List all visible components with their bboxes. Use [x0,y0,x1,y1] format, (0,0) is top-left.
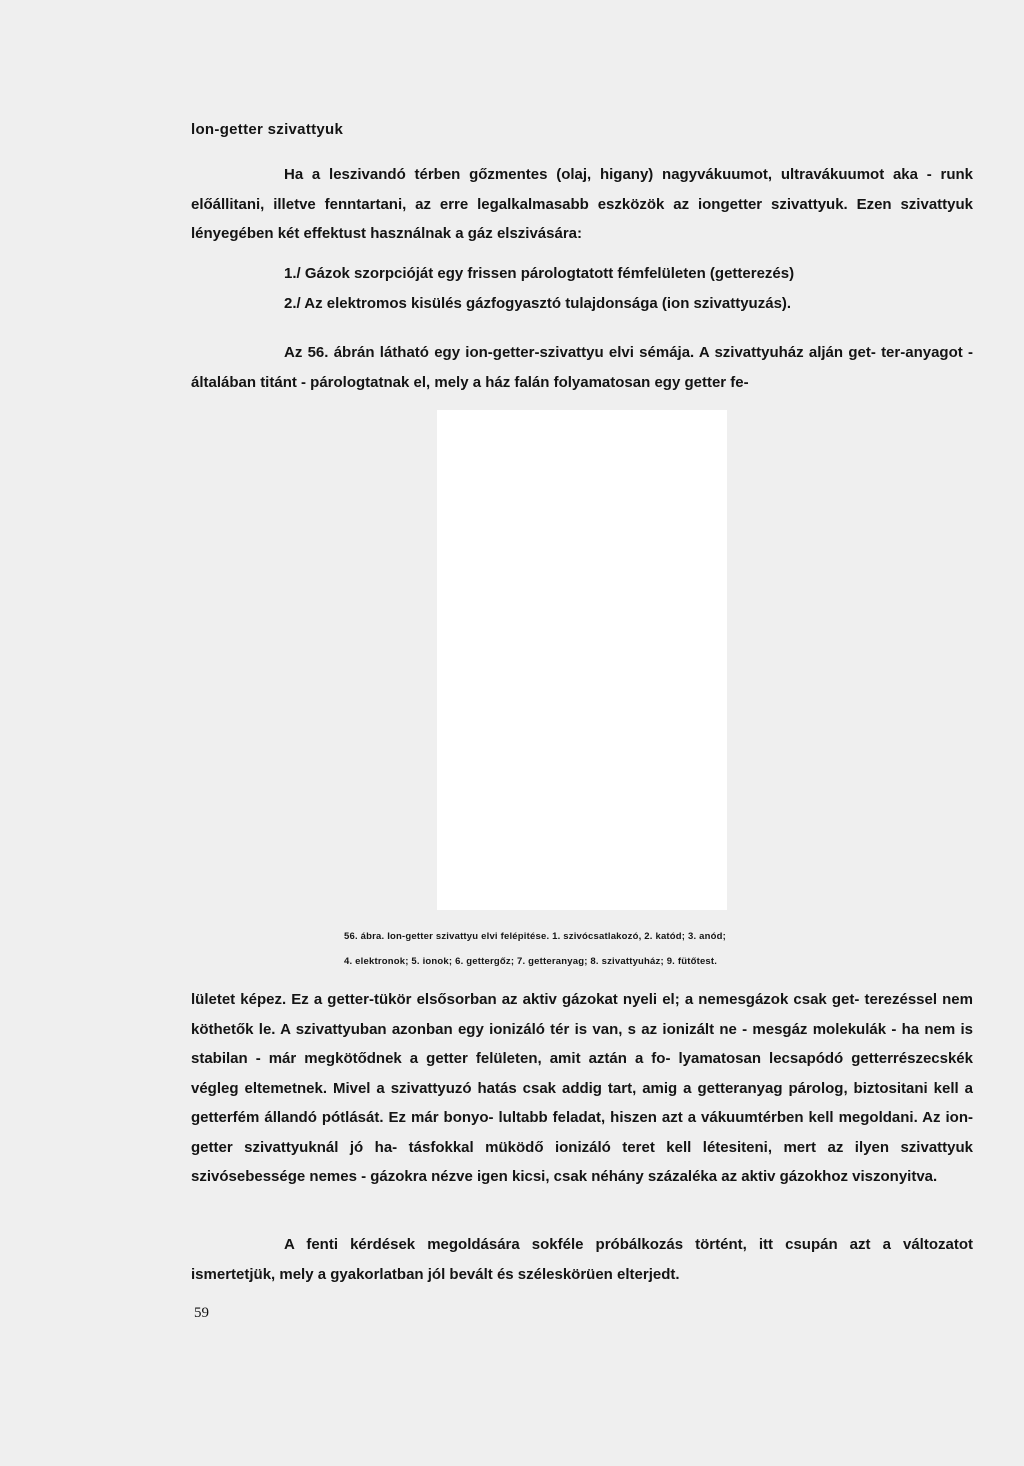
section-heading: lon-getter szivattyuk [191,121,344,138]
list-item-1: 1./ Gázok szorpcióját egy frissen párologtatott fémfelületen (getterezés) [284,265,795,282]
closing-paragraph: A fenti kérdések megoldására sokféle próbálkozás történt, itt csupán azt a változatot ismertetjük, mely a gyakorlatban jól bevált és széleskörüen elterjedt. [191,1236,973,1283]
figure-56-image [437,410,727,910]
figure-intro-paragraph: Az 56. ábrán látható egy ion-getter-szivattyu elvi sémája. A szivattyuház alján get- ter-anyagot - általában titánt - párologtatnak el, mely a ház falán folyamatosan egy getter fe- [191,344,973,391]
figure-caption-line-2: 4. elektronok; 5. ionok; 6. gettergőz; 7. getteranyag; 8. szivattyuház; 9. fütőtest. [344,956,718,967]
intro-paragraph: Ha a leszivandó térben gőzmentes (olaj, higany) nagyvákuumot, ultravákuumot aka - runk előállitani, illetve fenntartani, az erre legalkalmasabb eszközök az iongetter szivattyuk. Ezen szivattyuk lényegében két effektust használnak a gáz elszivására: [191,166,973,242]
list-item-2: 2./ Az elektromos kisülés gázfogyasztó tulajdonsága (ion szivattyuzás). [284,295,792,312]
page-number: 59 [194,1305,209,1321]
figure-caption-line-1: 56. ábra. Ion-getter szivattyu elvi felépitése. 1. szivócsatlakozó, 2. katód; 3. anód; [344,931,727,942]
body-paragraph: lületet képez. Ez a getter-tükör elsősorban az aktiv gázokat nyeli el; a nemesgázok csak get- terezéssel nem köthetők le. A szivattyuban azonban egy ionizáló tér is van, s az ionizált ne - mesgáz molekulák - ha nem is stabilan - már megkötődnek a getter felületen, amit aztán a fo- lyamatosan lecsapódó getterrészecskék végleg eltemetnek. Mivel a szivattyuzó hatás csak addig tart, amig a getteranyag párolog, biztositani kell a getterfém állandó pótlását. Ez már bonyo- lultabb feladat, hiszen azt a vákuumtérben kell megoldani. Az ion-getter szivattyuknál jó ha- tásfokkal müködő ionizáló teret kell létesiteni, mert az ilyen szivattyuk szivósebessége nemes - gázokra nézve igen kicsi, csak néhány százaléka az aktiv gázokhoz viszonyitva. [191,991,973,1185]
